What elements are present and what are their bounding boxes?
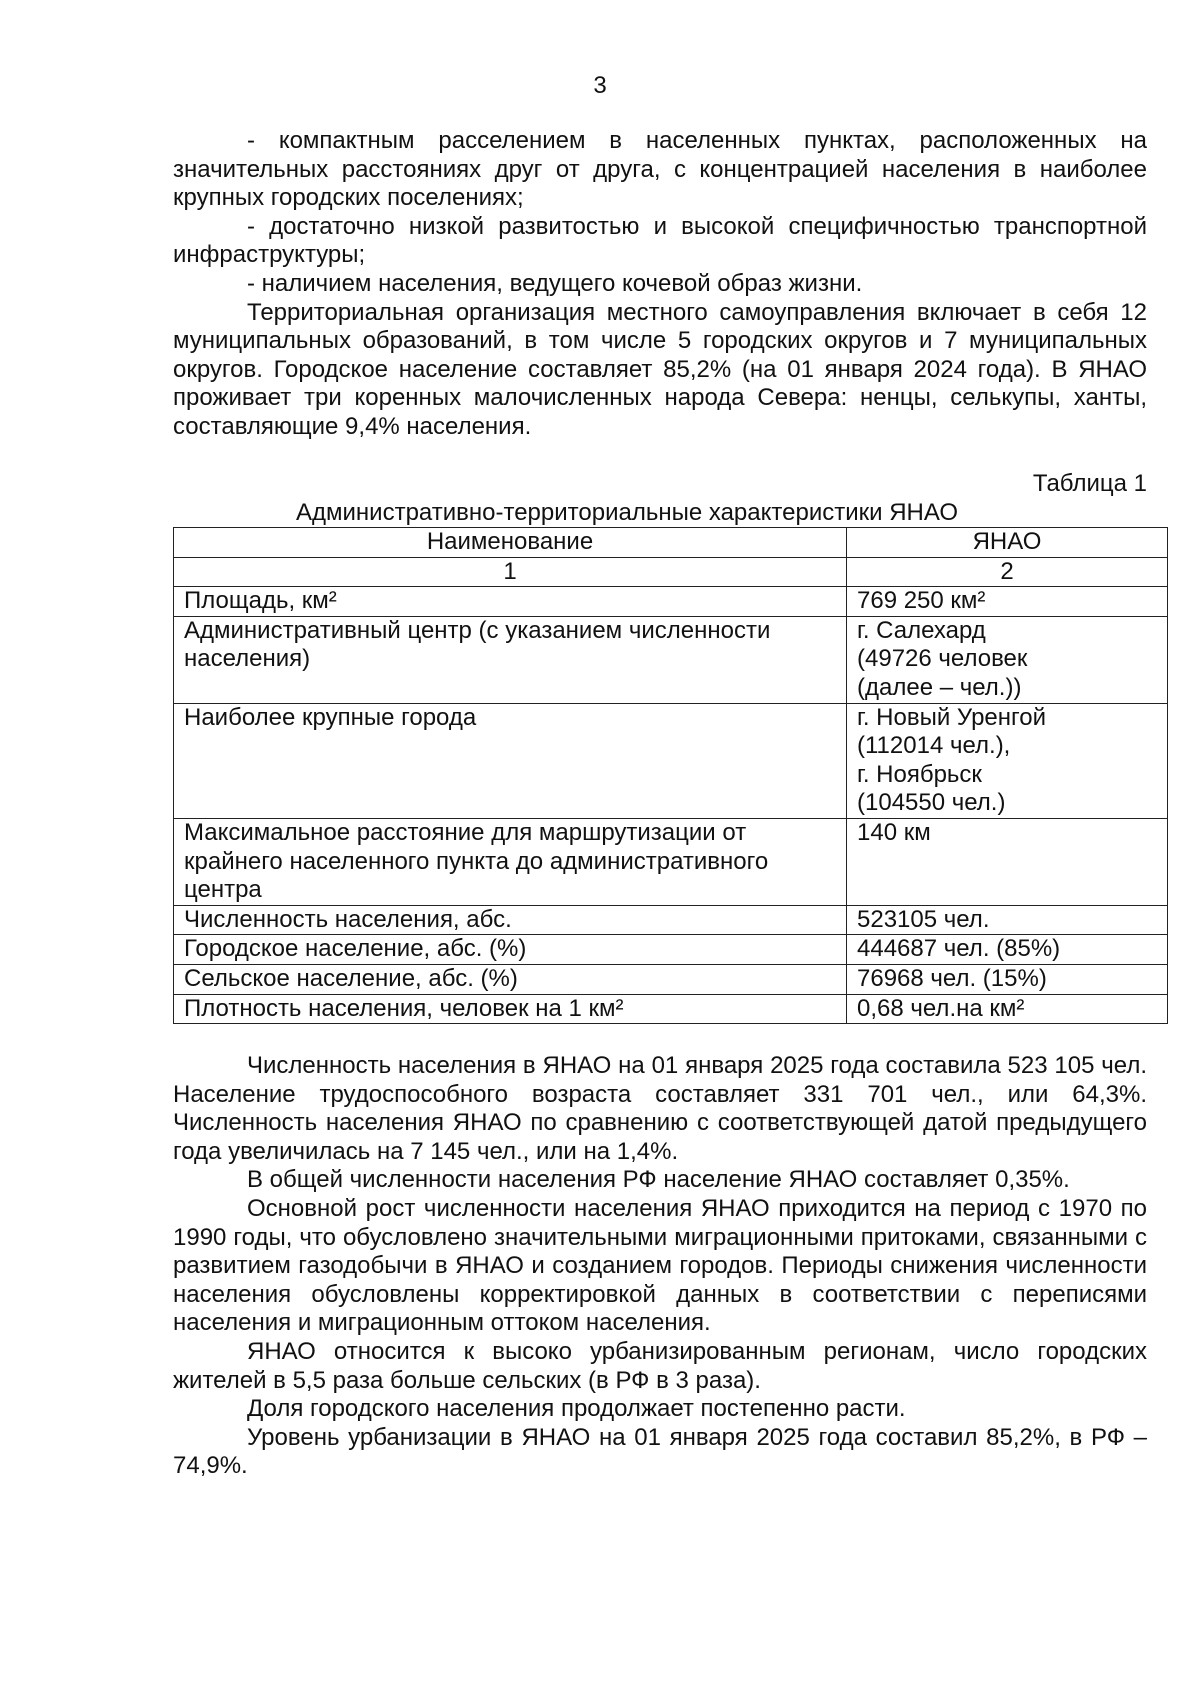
table-row [174, 935, 1168, 965]
row-value: 444687 чел. (85%) [847, 935, 1168, 965]
table-header-row [174, 528, 1168, 558]
table-caption [173, 470, 1173, 527]
header-region: ЯНАО [847, 528, 1168, 558]
paragraph: - достаточно низкой развитостью и высокой специфичностью транспортной инфраструктуры; [173, 212, 1147, 269]
row-value: 140 км [847, 818, 1168, 905]
table-row [174, 703, 1168, 818]
row-value: 523105 чел. [847, 905, 1168, 935]
table-row [174, 964, 1168, 994]
row-name: Административный центр (с указанием численности населения) [174, 616, 847, 703]
body-text [173, 1052, 1147, 1481]
table-row [174, 587, 1168, 617]
row-name: Плотность населения, человек на 1 км² [174, 994, 847, 1024]
row-name: Сельское население, абс. (%) [174, 964, 847, 994]
row-name: Наиболее крупные города [174, 703, 847, 818]
table-title: Административно-территориальные характеристики ЯНАО [296, 498, 959, 526]
paragraph: Уровень урбанизации в ЯНАО на 01 января 2025 года составил 85,2%, в РФ – 74,9%. [173, 1423, 1147, 1480]
row-name: Городское население, абс. (%) [174, 935, 847, 965]
column-number: 1 [174, 557, 847, 587]
paragraph: ЯНАО относится к высоко урбанизированным регионам, число городских жителей в 5,5 раза больше сельских (в РФ в 3 раза). [173, 1337, 1147, 1394]
paragraph: Численность населения в ЯНАО на 01 января 2025 года составила 523 105 чел. Население трудоспособного возраста составляет 331 701 чел., или 64,3%. Численность населения ЯНАО по сравнению с соответствующей датой предыдущего года увеличилась на 7 145 чел., или на 1,4%. [173, 1052, 1147, 1165]
row-value: г. Салехард (49726 человек (далее – чел.)) [847, 616, 1168, 703]
table-row [174, 616, 1168, 703]
row-name: Максимальное расстояние для маршрутизации от крайнего населенного пункта до административного центра [174, 818, 847, 905]
row-value: 0,68 чел.на км² [847, 994, 1168, 1024]
paragraph: Территориальная организация местного самоуправления включает в себя 12 муниципальных образований, в том числе 5 городских округов и 7 муниципальных округов. Городское население составляет 85,2% (на 01 января 2024 года). В ЯНАО проживает три коренных малочисленных народа Севера: ненцы, селькупы, ханты, составляющие 9,4% населения. [173, 298, 1147, 440]
row-value: 76968 чел. (15%) [847, 964, 1168, 994]
paragraph: Доля городского населения продолжает постепенно расти. [247, 1395, 906, 1423]
paragraph: Основной рост численности населения ЯНАО приходится на период с 1970 по 1990 годы, что обусловлено значительными миграционными притоками, связанными с развитием газодобычи в ЯНАО и созданием городов. Периоды снижения численности населения обусловлены корректировкой данных в соответствии с переписями населения и миграционным оттоком населения. [173, 1194, 1147, 1337]
row-name: Площадь, км² [174, 587, 847, 617]
table-row [174, 818, 1168, 905]
characteristics-table [173, 527, 1168, 1024]
column-number: 2 [847, 557, 1168, 587]
column-number-row [174, 557, 1168, 587]
table-row [174, 905, 1168, 935]
row-name: Численность населения, абс. [174, 905, 847, 935]
row-value: 769 250 км² [847, 587, 1168, 617]
intro-text [173, 127, 1147, 442]
header-name: Наименование [174, 528, 847, 558]
paragraph: В общей численности населения РФ население ЯНАО составляет 0,35%. [247, 1166, 1070, 1194]
table-row [174, 994, 1168, 1024]
table-number-label: Таблица 1 [1032, 470, 1147, 497]
page-number: 3 [593, 72, 607, 99]
row-value: г. Новый Уренгой (112014 чел.), г. Ноябрьск (104550 чел.) [847, 703, 1168, 818]
paragraph: - компактным расселением в населенных пунктах, расположенных на значительных расстояниях друг от друга, с концентрацией населения в наиболее крупных городских поселениях; [173, 127, 1147, 212]
paragraph: - наличием населения, ведущего кочевой образ жизни. [247, 269, 863, 297]
